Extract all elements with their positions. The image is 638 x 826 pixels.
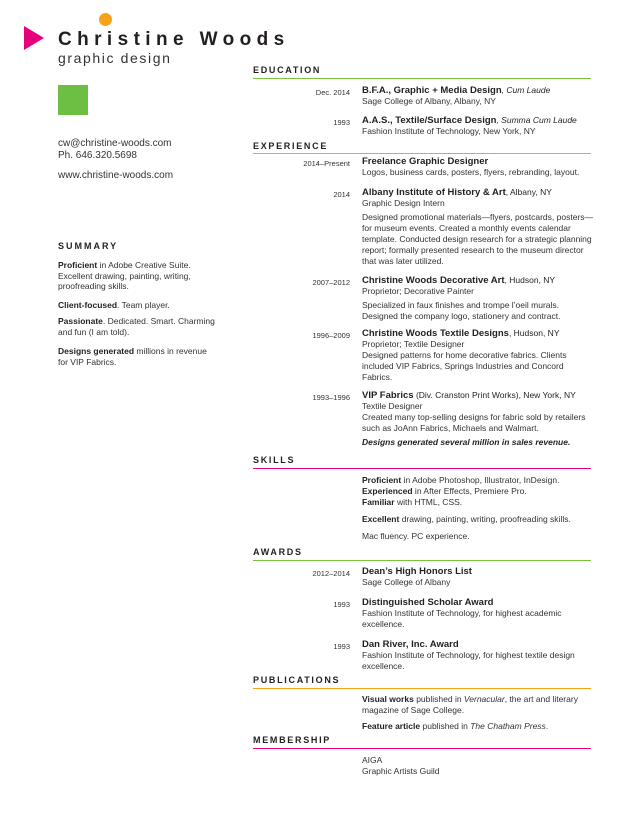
skills-divider: [253, 468, 591, 469]
phone-number: Ph. 646.320.5698: [58, 150, 137, 161]
membership-divider: [253, 748, 591, 749]
experience-entry: VIP Fabrics (Div. Cranston Print Works), New York, NY Textile Designer Created many top-selling designs for fabric sold by retailers such as JoAnn Fabrics, Michaels and Walmart. Designs generated several million in sales revenue.: [362, 390, 586, 447]
award-entry: Distinguished Scholar Award Fashion Institute of Technology, for highest academic excellence.: [362, 597, 562, 629]
experience-entry: Freelance Graphic Designer Logos, business cards, posters, flyers, rebranding, layout.: [362, 156, 580, 177]
publications-list: [362, 694, 594, 732]
skill-line: Mac fluency. PC experience.: [362, 531, 470, 541]
entry-date: 1993: [333, 600, 350, 609]
education-entry: A.A.S., Textile/Surface Design, Summa Cum Laude Fashion Institute of Technology, New York, NY: [362, 115, 577, 136]
entry-date: 2014–Present: [303, 159, 350, 168]
experience-entry: Albany Institute of History & Art, Albany, NY Graphic Design Intern Designed promotional materials—flyers, postcards, posters—for museum events. Created a monthly events calendar template. Conducted design research for a strategic planning report; formally presented research to the museum director that was later utilized.: [362, 187, 594, 266]
membership-item: Graphic Artists Guild: [362, 766, 440, 776]
entry-date: 1993–1996: [312, 393, 350, 402]
summary-item: Client-focused. Team player.: [58, 300, 170, 310]
skills-heading: SKILLS: [253, 455, 296, 465]
entry-date: 1993: [333, 118, 350, 127]
summary-item: Passionate. Dedicated. Smart. Charming and fun (I am told).: [58, 316, 215, 337]
resume-name: Christine Woods: [58, 29, 290, 50]
skill-line: Experienced in After Effects, Premiere Pro.: [362, 486, 527, 496]
entry-date: 1996–2009: [312, 331, 350, 340]
award-entry: Dean’s High Honors List Sage College of Albany: [362, 566, 472, 587]
summary-heading: SUMMARY: [58, 241, 119, 251]
experience-entry: Christine Woods Decorative Art, Hudson, NY Proprietor; Decorative Painter Specialized in faux finishes and trompe l’oeil murals. Designed the company logo, stationery and contract.: [362, 275, 561, 321]
skill-line: Proficient in Adobe Photoshop, Illustrator, InDesign.: [362, 475, 560, 485]
experience-heading: EXPERIENCE: [253, 141, 329, 151]
orange-dot-icon: [99, 13, 112, 26]
summary-item: Designs generated millions in revenue for VIP Fabrics.: [58, 346, 207, 367]
experience-entry: Christine Woods Textile Designs, Hudson, NY Proprietor; Textile Designer Designed patterns for home decorative fabrics. Clients included VIP Fabrics, Springs Industries and Concord Fabrics.: [362, 328, 567, 382]
pink-triangle-icon: [24, 26, 44, 50]
publications-heading: PUBLICATIONS: [253, 675, 341, 685]
education-heading: EDUCATION: [253, 65, 322, 75]
awards-heading: AWARDS: [253, 547, 303, 557]
experience-divider: [253, 153, 591, 154]
education-divider: [253, 78, 591, 79]
membership-heading: MEMBERSHIP: [253, 735, 332, 745]
awards-divider: [253, 560, 591, 561]
membership-item: AIGA: [362, 755, 383, 765]
entry-date: 2014: [333, 190, 350, 199]
green-square-logo: [58, 85, 88, 115]
publication-item: Feature article published in The Chatham Press.: [362, 721, 549, 731]
entry-date: 2012–2014: [312, 569, 350, 578]
entry-date: Dec. 2014: [315, 88, 350, 97]
summary-item: Proficient in Adobe Creative Suite. Excellent drawing, painting, writing, proofreading skills.: [58, 260, 191, 291]
website-link[interactable]: www.christine-woods.com: [58, 170, 174, 181]
skill-line: Excellent drawing, painting, writing, proofreading skills.: [362, 514, 571, 524]
award-entry: Dan River, Inc. Award Fashion Institute of Technology, for highest textile design excellence.: [362, 639, 575, 671]
skill-line: Familiar with HTML, CSS.: [362, 497, 463, 507]
publication-item: Visual works published in Vernacular, the art and literary magazine of Sage College.: [362, 694, 578, 715]
entry-date: 1993: [333, 642, 350, 651]
education-entry: B.F.A., Graphic + Media Design, Cum Laude Sage College of Albany, Albany, NY: [362, 85, 551, 106]
resume-subtitle: graphic design: [58, 50, 172, 66]
entry-date: 2007–2012: [312, 278, 350, 287]
skills-list: [362, 475, 594, 542]
email-link[interactable]: cw@christine-woods.com: [58, 138, 172, 149]
membership-list: [362, 755, 594, 777]
publications-divider: [253, 688, 591, 689]
